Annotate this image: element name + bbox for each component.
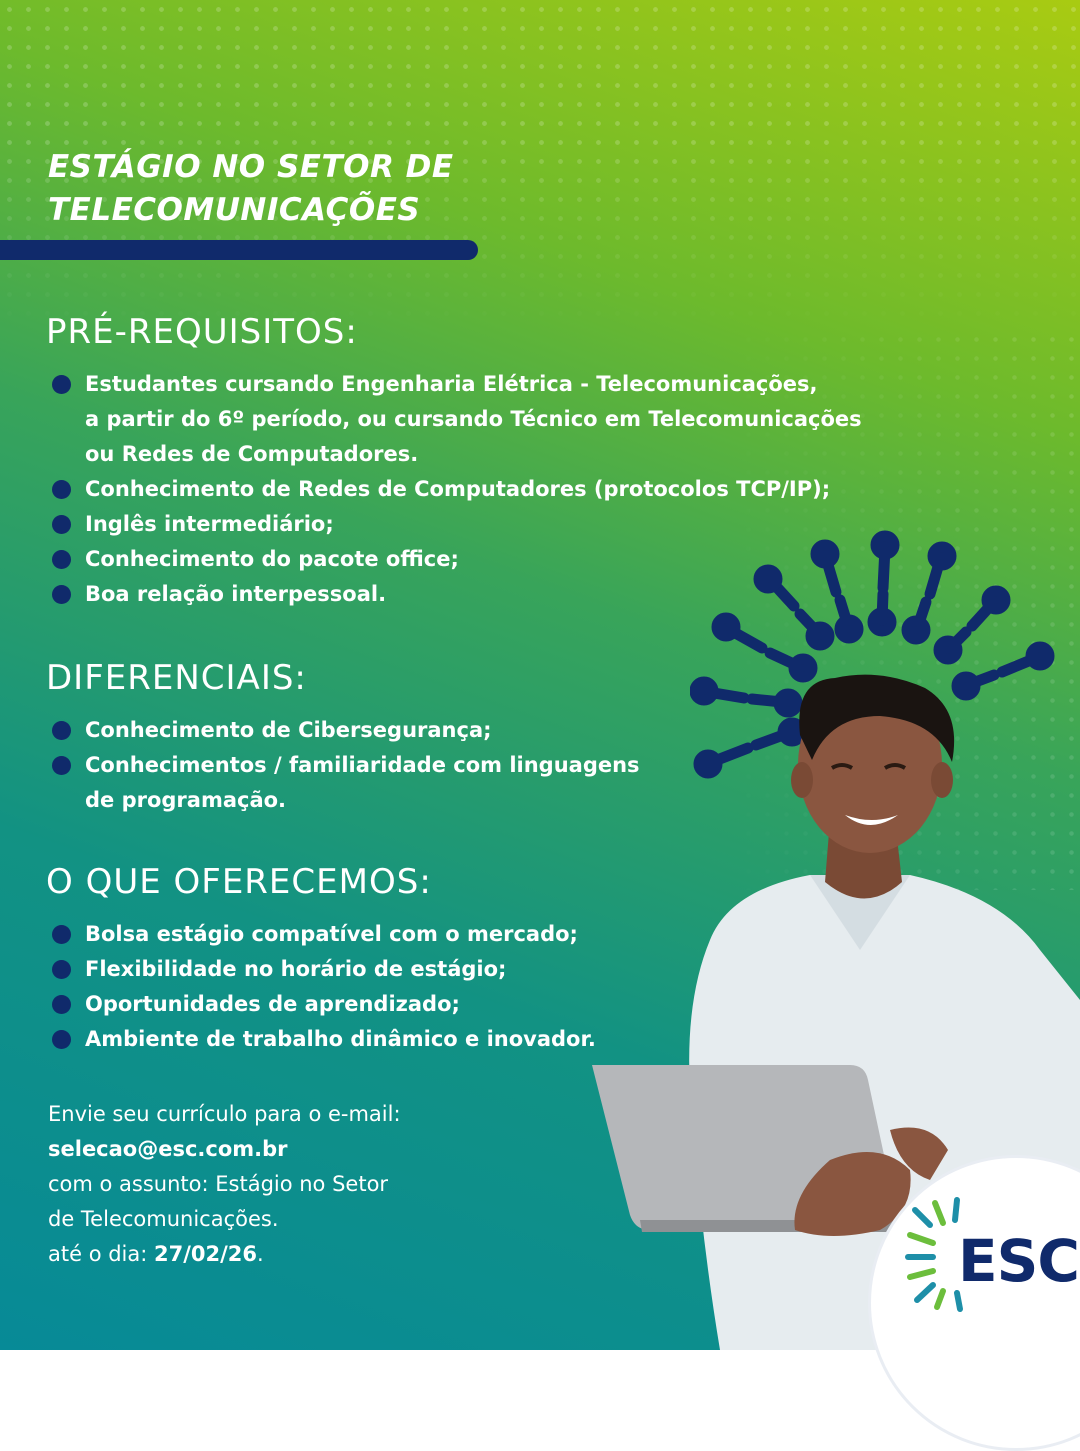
list-item-continuation: de programação. (85, 788, 287, 812)
list-item-continuation: ou Redes de Computadores. (85, 442, 419, 466)
bullet-icon (52, 925, 71, 944)
bullet-icon (52, 995, 71, 1014)
page-title (48, 146, 454, 232)
title-underline-bar (0, 240, 478, 260)
list-item: Conhecimentos / familiaridade com linguagens (52, 748, 640, 783)
contact-intro: Envie seu currículo para o e-mail: (48, 1102, 401, 1126)
diff-heading: DIFERENCIAIS: (46, 658, 307, 698)
bullet-icon (52, 1030, 71, 1049)
list-item: Oportunidades de aprendizado; (52, 987, 596, 1022)
bullet-icon (52, 756, 71, 775)
logo-text: ESC (958, 1227, 1079, 1295)
list-item: Ambiente de trabalho dinâmico e inovador. (52, 1022, 596, 1057)
title-line-2: TELECOMUNICAÇÕES (48, 192, 421, 228)
contact-subject-2: de Telecomunicações. (48, 1207, 279, 1231)
bullet-icon (52, 515, 71, 534)
bullet-icon (52, 550, 71, 569)
list-item: Estudantes cursando Engenharia Elétrica - Telecomunicações, (52, 367, 862, 402)
title-line-1: ESTÁGIO NO SETOR DE (48, 149, 454, 185)
bullet-icon (52, 960, 71, 979)
list-item: Conhecimento de Redes de Computadores (protocolos TCP/IP); (52, 472, 862, 507)
list-item: Conhecimento do pacote office; (52, 542, 862, 577)
contact-deadline: até o dia: 27/02/26. (48, 1242, 264, 1266)
deadline-date: 27/02/26 (154, 1242, 258, 1266)
list-item: Inglês intermediário; (52, 507, 862, 542)
bullet-icon (52, 721, 71, 740)
contact-subject-1: com o assunto: Estágio no Setor (48, 1172, 389, 1196)
offer-heading: O QUE OFERECEMOS: (46, 862, 432, 902)
bullet-icon (52, 480, 71, 499)
bullet-icon (52, 375, 71, 394)
diff-list (52, 713, 640, 818)
bullet-icon (52, 585, 71, 604)
offer-list (52, 917, 596, 1057)
list-item-continuation: a partir do 6º período, ou cursando Técnico em Telecomunicações (85, 407, 862, 431)
contact-block (48, 1097, 401, 1272)
list-item: Bolsa estágio compatível com o mercado; (52, 917, 596, 952)
prereq-heading: PRÉ-REQUISITOS: (46, 312, 358, 352)
list-item: Flexibilidade no horário de estágio; (52, 952, 596, 987)
list-item: Conhecimento de Cibersegurança; (52, 713, 640, 748)
contact-email[interactable]: selecao@esc.com.br (48, 1137, 288, 1161)
list-item: Boa relação interpessoal. (52, 577, 862, 612)
